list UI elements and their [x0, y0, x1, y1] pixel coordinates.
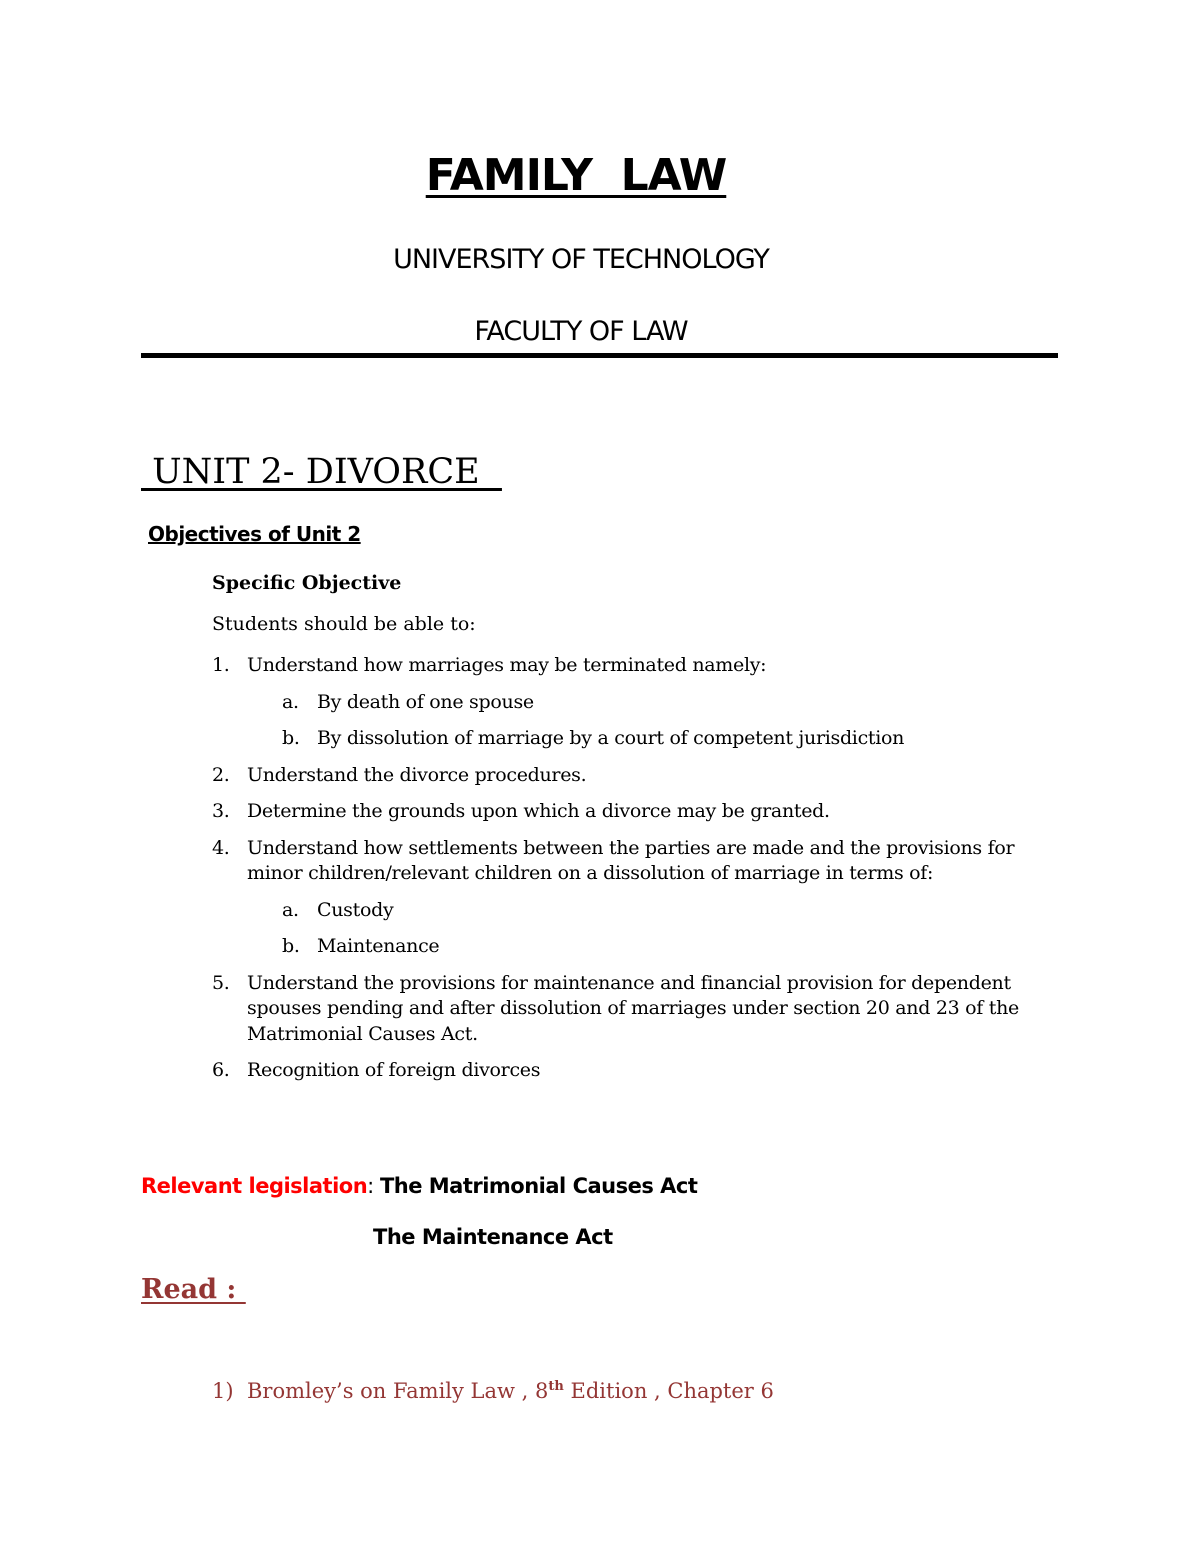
sub-objective-text: By death of one spouse [317, 690, 534, 713]
objective-number: 1. [212, 654, 230, 676]
objective-item [212, 763, 1032, 789]
unit-heading: UNIT 2- DIVORCE [141, 452, 502, 492]
objective-item [212, 836, 1032, 960]
sub-objective-text: Maintenance [317, 935, 440, 957]
objective-text: Understand the divorce procedures. [247, 763, 587, 786]
objective-number: 6. [212, 1059, 230, 1081]
legislation-separator: : [367, 1174, 380, 1198]
reading-list [212, 1331, 774, 1451]
reading-details: Edition , Chapter 6 [563, 1379, 774, 1403]
sub-objective-item [247, 726, 1032, 752]
faculty-name: FACULTY OF LAW [474, 316, 688, 347]
objective-sublist [247, 898, 1032, 960]
objective-number: 4. [212, 836, 230, 859]
legislation-act: The Matrimonial Causes Act [379, 1174, 698, 1198]
objective-text: Recognition of foreign divorces [247, 1059, 541, 1081]
objective-number: 3. [212, 800, 230, 822]
objective-number: 2. [212, 763, 230, 786]
objective-item [212, 971, 1032, 1048]
reading-title: Bromley’s on Family Law , 8 [247, 1379, 549, 1403]
objective-sublist [247, 690, 1032, 752]
header-divider [141, 353, 1058, 358]
relevant-legislation [141, 1174, 697, 1198]
sub-objective-letter: a. [282, 898, 299, 921]
objective-item [212, 1058, 1032, 1084]
objectives-heading: Objectives of Unit 2 [148, 522, 361, 546]
sub-objective-item [247, 898, 1032, 924]
objectives-list [212, 653, 1032, 1095]
institution-name: UNIVERSITY OF TECHNOLOGY [393, 244, 769, 275]
objectives-intro: Students should be able to: [212, 613, 476, 635]
legislation-act: The Maintenance Act [373, 1225, 613, 1249]
edition-superscript: th [548, 1379, 564, 1394]
objective-item [212, 653, 1032, 752]
sub-objective-item [247, 934, 1032, 960]
document-title: FAMILY LAW [425, 150, 727, 201]
sub-objective-text: Custody [317, 898, 394, 921]
sub-objective-text: By dissolution of marriage by a court of competent jurisdiction [317, 727, 905, 749]
sub-objective-item [247, 690, 1032, 716]
read-heading: Read : [141, 1274, 246, 1305]
sub-objective-letter: a. [282, 690, 299, 713]
objective-text: Understand the provisions for maintenance and financial provision for dependent spouses pending and after dissolution of marriages under section 20 and 23 of the Matrimonial Causes Act. [247, 971, 1019, 1045]
reading-item [212, 1379, 774, 1403]
sub-objective-letter: b. [282, 727, 300, 749]
specific-objective-label: Specific Objective [212, 572, 402, 594]
objective-text: Determine the grounds upon which a divorce may be granted. [247, 800, 830, 822]
reading-number: 1) [212, 1379, 234, 1403]
objective-text: Understand how marriages may be terminated namely: [247, 654, 767, 676]
legislation-label: Relevant legislation [141, 1174, 368, 1198]
objective-number: 5. [212, 971, 230, 994]
sub-objective-letter: b. [282, 935, 300, 957]
objective-item [212, 799, 1032, 825]
objective-text: Understand how settlements between the parties are made and the provisions for minor children/relevant children on a dissolution of marriage in terms of: [247, 836, 1015, 884]
